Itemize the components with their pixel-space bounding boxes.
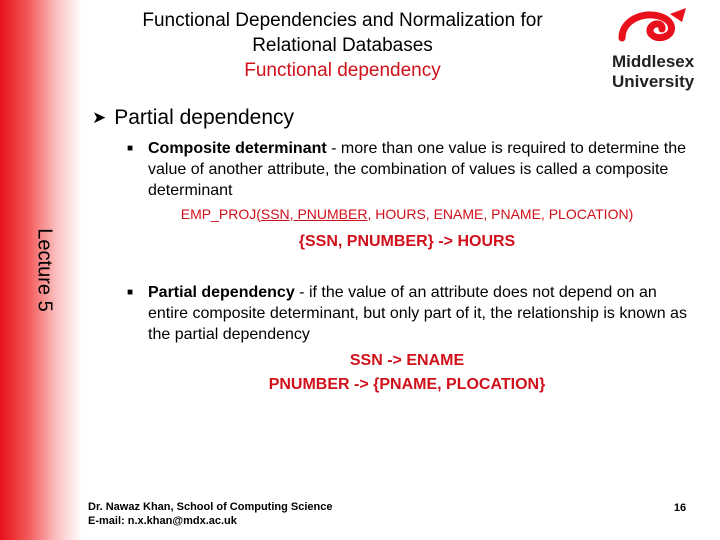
lecture-label: [14, 215, 74, 325]
emp-suffix: , HOURS, ENAME, PNAME, PLOCATION): [367, 206, 634, 222]
footer-author-name: Dr. Nawaz Khan, School of Computing Science: [88, 501, 333, 513]
arrow-bullet-icon: ➤: [92, 108, 107, 127]
partial-description: - if the value of an attribute does not depend on an entire composite determinant, but only part of it, the relationship is known as the partial dependency: [148, 284, 687, 343]
composite-example: {SSN, PNUMBER} -> HOURS: [298, 233, 516, 250]
partial-example-1: SSN -> ENAME: [349, 352, 465, 369]
composite-bullet: [127, 138, 687, 201]
logo-name-line-2: University: [612, 72, 695, 91]
logo-text: [612, 52, 696, 92]
logo-name-line-1: Middlesex: [612, 52, 695, 71]
footer-author: [88, 500, 332, 528]
section-heading: [92, 106, 294, 130]
partial-example-2: PNUMBER -> {PNAME, PLOCATION}: [268, 376, 546, 393]
section-heading-text: Partial dependency: [114, 106, 295, 129]
partial-bullet: [127, 282, 687, 345]
composite-text: [148, 138, 687, 201]
emp-key: SSN, PNUMBER: [260, 206, 368, 222]
square-bullet-icon: ■: [127, 143, 134, 154]
emp-proj-relation: [127, 206, 687, 222]
emp-prefix: EMP_PROJ(: [180, 206, 261, 222]
footer-email: E-mail: n.x.khan@mdx.ac.uk: [88, 515, 237, 527]
square-bullet-icon: ■: [127, 287, 134, 298]
partial-term: Partial dependency: [148, 284, 295, 301]
title-line-1: Functional Dependencies and Normalization for: [142, 10, 543, 31]
middlesex-swirl-icon: [608, 4, 700, 54]
slide-subtitle: Functional dependency: [244, 60, 441, 81]
partial-text: [148, 282, 687, 345]
composite-description: - more than one value is required to determine the value of another attribute, the combination of values is called a composite determinant: [148, 140, 686, 199]
composite-term: Composite determinant: [148, 140, 327, 157]
title-line-2: Relational Databases: [252, 35, 433, 56]
page-number: 16: [673, 502, 687, 514]
lecture-label-text: Lecture 5: [33, 228, 56, 312]
slide-title: [90, 8, 595, 84]
